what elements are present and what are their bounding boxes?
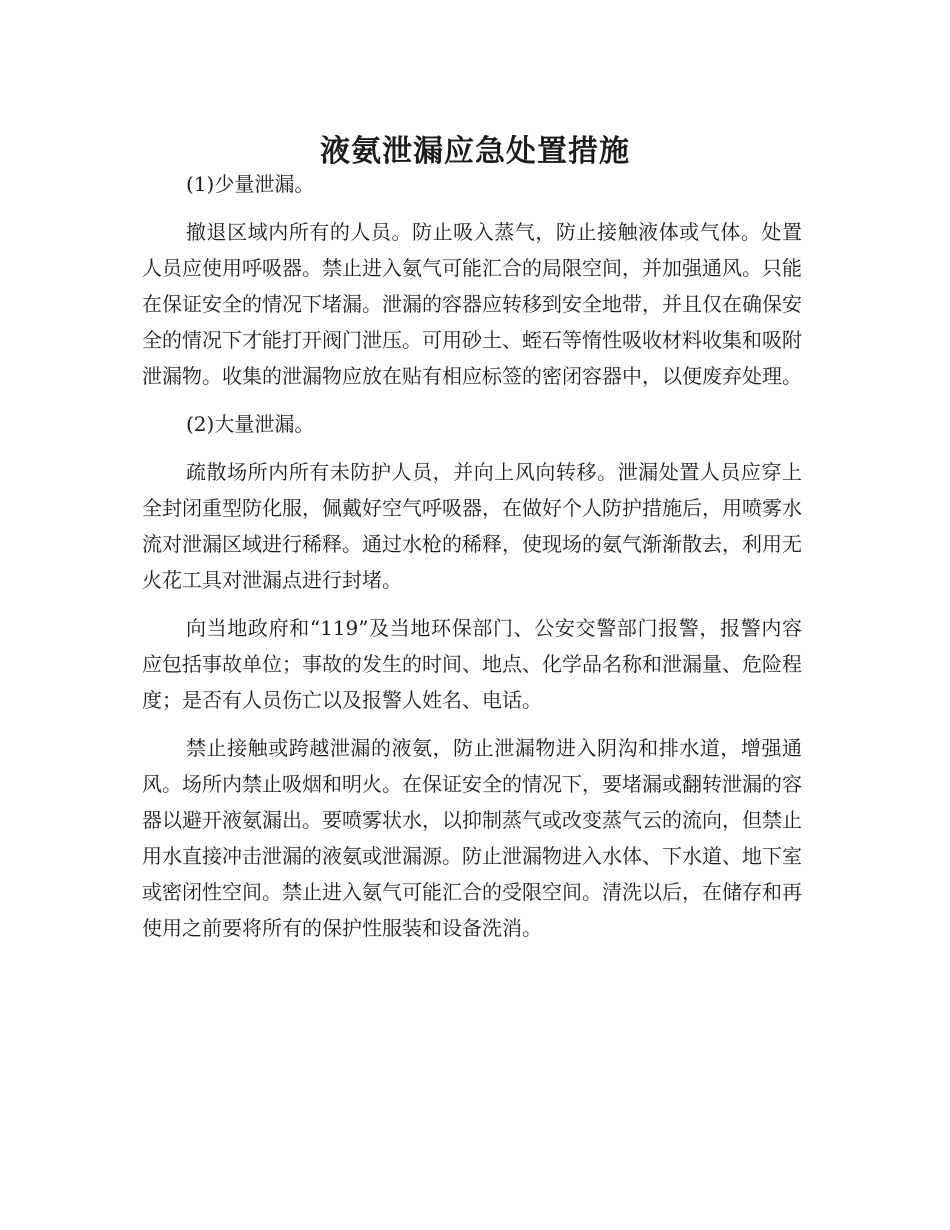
paragraph-small-leak-measures: 撤退区域内所有的人员。防止吸入蒸气，防止接触液体或气体。处置人员应使用呼吸器。禁止进入氨气可能汇合的局限空间，并加强通风。只能在保证安全的情况下堵漏。泄漏的容器应转移到安全地带，并且仅在确保安全的情况下才能打开阀门泄压。可用砂土、蛭石等惰性吸收材料收集和吸附泄漏物。收集的泄漏物应放在贴有相应标签的密闭容器中，以便废弃处理。 xyxy=(142,220,802,388)
paragraph-alarm-reporting: 向当地政府和“119”及当地环保部门、公安交警部门报警，报警内容应包括事故单位；事故的发生的时间、地点、化学品名称和泄漏量、危险程度；是否有人员伤亡以及报警人姓名、电话。 xyxy=(142,616,802,712)
section-heading-small-leak: (1)少量泄漏。 xyxy=(186,172,315,196)
page-title: 液氨泄漏应急处置措施 xyxy=(320,134,630,170)
paragraph-large-leak-measures: 疏散场所内所有未防护人员，并向上风向转移。泄漏处置人员应穿上全封闭重型防化服，佩戴好空气呼吸器，在做好个人防护措施后，用喷雾水流对泄漏区域进行稀释。通过水枪的稀释，使现场的氨气渐渐散去，利用无火花工具对泄漏点进行封堵。 xyxy=(142,460,802,592)
document-body xyxy=(142,166,802,958)
paragraph-prohibitions: 禁止接触或跨越泄漏的液氨，防止泄漏物进入阴沟和排水道，增强通风。场所内禁止吸烟和明火。在保证安全的情况下，要堵漏或翻转泄漏的容器以避开液氨漏出。要喷雾状水，以抑制蒸气或改变蒸气云的流向，但禁止用水直接冲击泄漏的液氨或泄漏源。防止泄漏物进入水体、下水道、地下室或密闭性空间。禁止进入氨气可能汇合的受限空间。清洗以后，在储存和再使用之前要将所有的保护性服装和设备洗消。 xyxy=(142,736,802,940)
section-heading-large-leak: (2)大量泄漏。 xyxy=(186,412,315,436)
